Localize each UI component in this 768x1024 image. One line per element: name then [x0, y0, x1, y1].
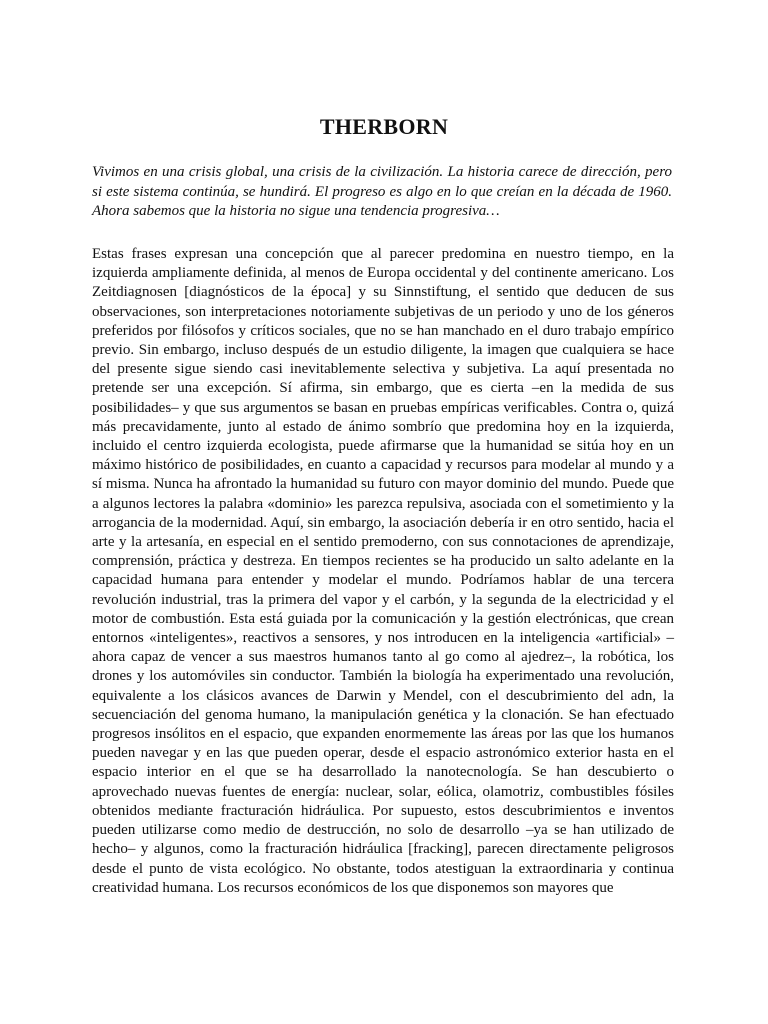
- body-paragraph: Estas frases expresan una concepción que al parecer predomina en nuestro tiempo, en la izquierda ampliamente definida, al menos de Europa occidental y del continente americano. Los Zeitdiagnosen [diagnósticos de la época] y su Sinnstiftung, el sentido que deducen de sus observaciones, son interpretaciones notoriamente subjetivas de un periodo y uno de los géneros preferidos por filósofos y críticos sociales, que no se han manchado en el duro trabajo empírico previo. Sin embargo, incluso después de un estudio diligente, la imagen que cualquiera se hace del presente sigue siendo casi inevitablemente selectiva y subjetiva. La aquí presentada no pretende ser una excepción. Sí afirma, sin embargo, que es cierta –en la medida de sus posibilidades– y que sus argumentos se basan en pruebas empíricas verificables. Contra o, quizá más precavidamente, junto al estado de ánimo sombrío que predomina hoy en la izquierda, incluido el centro izquierda ecologista, puede afirmarse que la humanidad se sitúa hoy en un máximo histórico de posibilidades, en cuanto a capacidad y recursos para modelar al mundo y a sí misma. Nunca ha afrontado la humanidad su futuro con mayor dominio del mundo. Puede que a algunos lectores la palabra «dominio» les parezca repulsiva, asociada con el sometimiento y la arrogancia de la modernidad. Aquí, sin embargo, la asociación debería ir en otro sentido, hacia el arte y la artesanía, en especial en el sentido premoderno, con sus connotaciones de aprendizaje, comprensión, práctica y destreza. En tiempos recientes se ha producido un salto adelante en la capacidad humana para entender y modelar el mundo. Podríamos hablar de una tercera revolución industrial, tras la primera del vapor y el carbón, y la segunda de la electricidad y el motor de combustión. Esta está guiada por la comunicación y la gestión electrónicas, que crean entornos «inteligentes», reactivos a sensores, y nos introducen en la inteligencia «artificial» –ahora capaz de vencer a sus maestros humanos tanto al go como al ajedrez–, la robótica, los drones y los automóviles sin conductor. También la biología ha experimentado una revolución, equivalente a los clásicos avances de Darwin y Mendel, con el descubrimiento del adn, la secuenciación del genoma humano, la manipulación genética y la clonación. Se han efectuado progresos insólitos en el espacio, que expanden enormemente las áreas por las que los humanos pueden navegar y en las que pueden operar, desde el espacio astronómico exterior hasta en el espacio interior en el que se ha desarrollado la nanotecnología. Se han descubierto o aprovechado nuevas fuentes de energía: nuclear, solar, eólica, olamotriz, combustibles fósiles obtenidos mediante fracturación hidráulica. Por supuesto, estos descubrimientos e inventos pueden utilizarse como medio de destrucción, no solo de desarrollo –ya se han utilizado de hecho– y algunos, como la fracturación hidráulica [fracking], parecen directamente peligrosos desde el punto de vista ecológico. No obstante, todos atestiguan la extraordinaria y continua creatividad humana. Los recursos económicos de los que disponemos son mayores que: [92, 246, 674, 896]
- document-title: THERBORN: [319, 114, 449, 139]
- epigraph: Vivimos en una crisis global, una crisis de la civilización. La historia carece de dirección, pero si este sistema continúa, se hundirá. El progreso es algo en lo que creían en la década de 1960. Ahora sabemos que la historia no sigue una tendencia progresiva…: [92, 164, 672, 219]
